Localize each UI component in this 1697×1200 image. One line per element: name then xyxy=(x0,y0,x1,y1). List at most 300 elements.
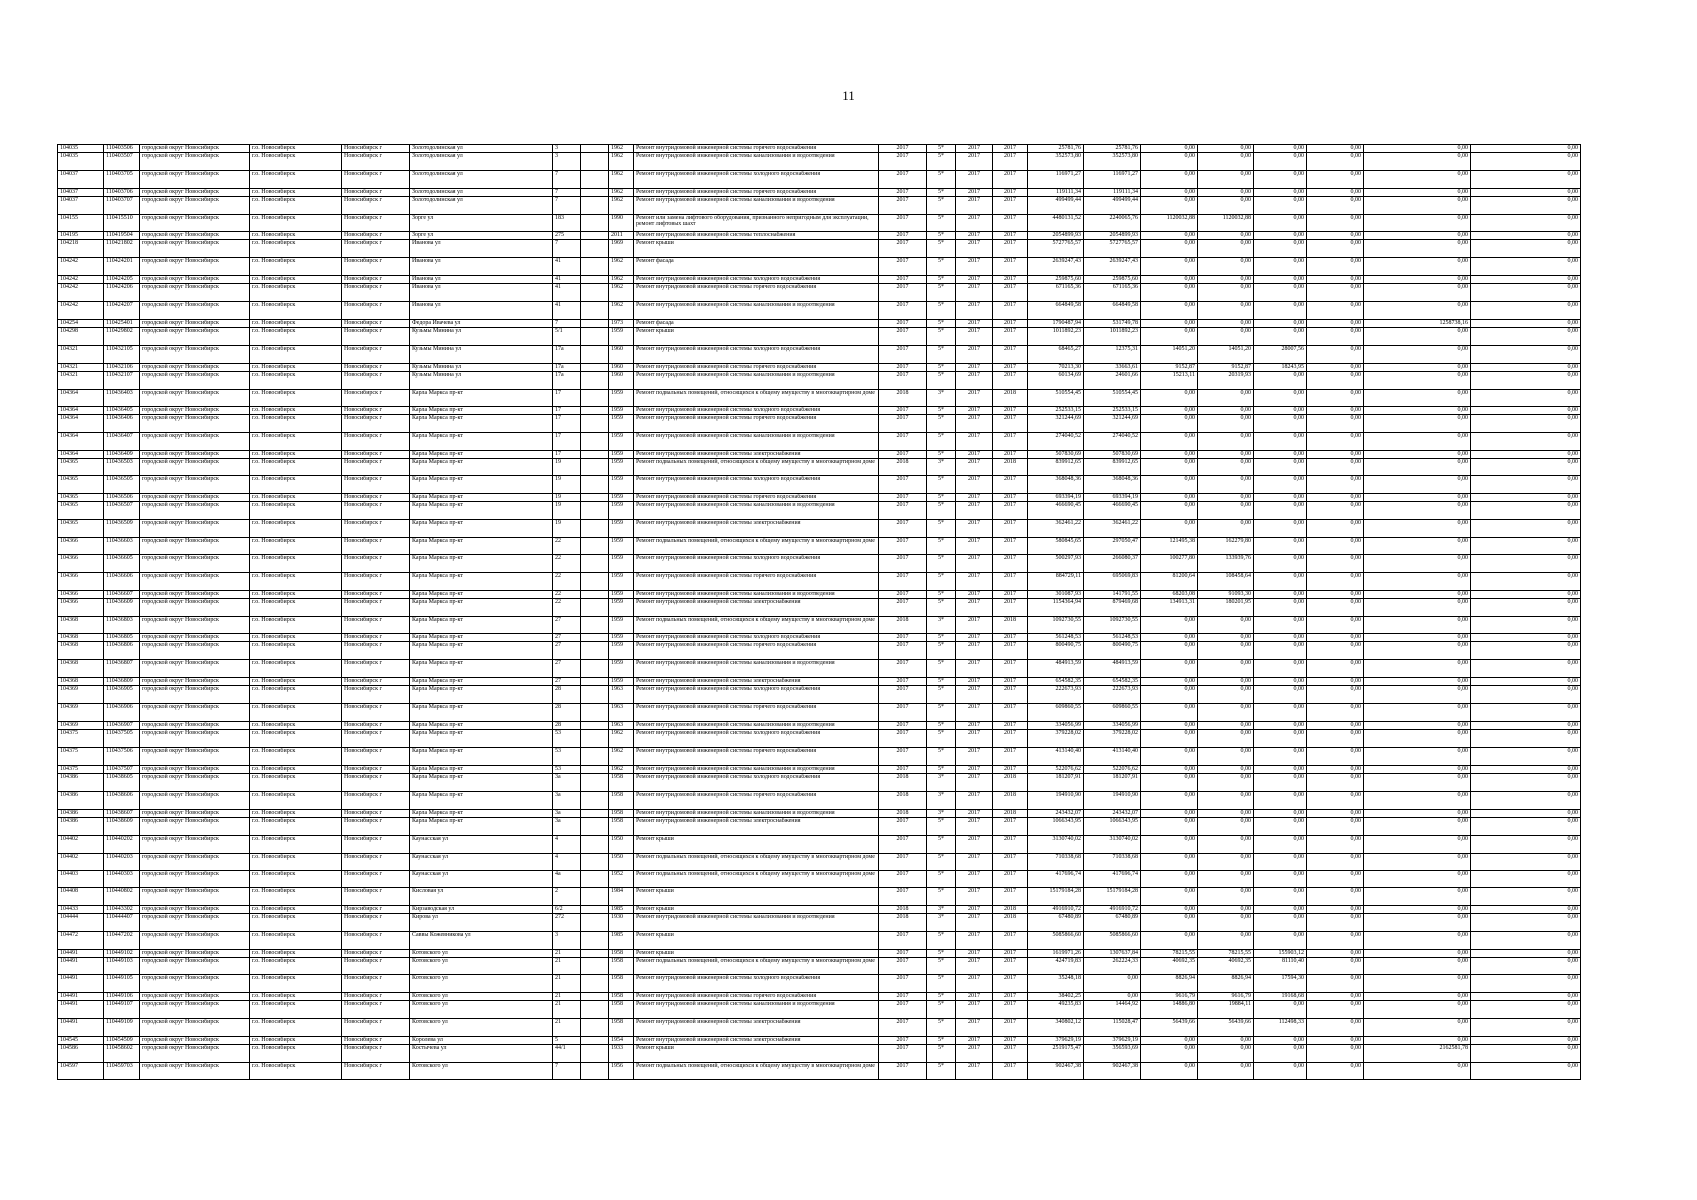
cell-house-number: 22 xyxy=(553,555,581,573)
cell-district: г.о. Новосибирск xyxy=(250,538,342,555)
cell-plan-year: 2017 xyxy=(879,730,927,748)
cell-start-year: 2017 xyxy=(956,232,993,240)
cell-municipality: городской округ Новосибирск xyxy=(140,818,250,836)
cell-fund-b: 0,00 xyxy=(1471,502,1581,520)
cell-locality: Новосибирск г xyxy=(342,818,410,836)
cell-total-cost: 499499,44 xyxy=(1028,197,1084,215)
cell-building xyxy=(581,774,609,792)
cell-federal-funds: 0,00 xyxy=(1141,634,1198,642)
cell-other-funds: 0,00 xyxy=(1307,748,1364,766)
cell-house-number: 7 xyxy=(553,320,581,328)
cell-house-number: 275 xyxy=(553,232,581,240)
cell-locality: Новосибирск г xyxy=(342,722,410,730)
cell-street: Карла Маркса пр-кт xyxy=(410,617,553,634)
cell-other-funds: 0,00 xyxy=(1307,189,1364,197)
cell-work-id: 110432105 xyxy=(104,346,140,364)
cell-fund-a: 0,00 xyxy=(1364,189,1471,197)
cell-local-funds: 0,00 xyxy=(1254,320,1307,328)
cell-other-funds: 0,00 xyxy=(1307,407,1364,415)
cell-local-funds: 0,00 xyxy=(1254,748,1307,766)
cell-end-year: 2017 xyxy=(993,642,1028,660)
cell-work-type: Ремонт подвальных помещений, относящихся к общему имуществу в многоквартирном доме xyxy=(634,538,879,555)
cell-municipality: городской округ Новосибирск xyxy=(140,284,250,302)
cell-local-funds: 0,00 xyxy=(1254,232,1307,240)
cell-fund-a: 0,00 xyxy=(1364,810,1471,818)
cell-fund-b: 0,00 xyxy=(1471,792,1581,810)
cell-plan-year: 2017 xyxy=(879,1037,927,1045)
cell-priority: 5* xyxy=(927,276,956,284)
table-row xyxy=(58,642,1581,660)
cell-municipality: городской округ Новосибирск xyxy=(140,993,250,1001)
cell-owners-funds: 194910,90 xyxy=(1084,792,1141,810)
cell-house-id: 104366 xyxy=(58,538,104,555)
cell-house-number: 22 xyxy=(553,538,581,555)
cell-plan-year: 2018 xyxy=(879,906,927,914)
cell-house-number: 41 xyxy=(553,284,581,302)
cell-federal-funds: 0,00 xyxy=(1141,476,1198,494)
cell-house-number: 19 xyxy=(553,459,581,476)
cell-total-cost: 1619971,26 xyxy=(1028,950,1084,958)
cell-start-year: 2017 xyxy=(956,722,993,730)
cell-district: г.о. Новосибирск xyxy=(250,854,342,871)
cell-fund-a: 0,00 xyxy=(1364,520,1471,538)
cell-municipality: городской округ Новосибирск xyxy=(140,258,250,276)
cell-plan-year: 2017 xyxy=(879,1045,927,1063)
table-row xyxy=(58,302,1581,320)
cell-priority: 5* xyxy=(927,494,956,502)
cell-other-funds: 0,00 xyxy=(1307,617,1364,634)
cell-fund-a: 0,00 xyxy=(1364,958,1471,975)
cell-house-id: 104444 xyxy=(58,914,104,932)
cell-plan-year: 2017 xyxy=(879,276,927,284)
cell-district: г.о. Новосибирск xyxy=(250,617,342,634)
cell-house-number: 27 xyxy=(553,678,581,686)
cell-district: г.о. Новосибирск xyxy=(250,372,342,390)
cell-house-number: 53 xyxy=(553,730,581,748)
cell-end-year: 2017 xyxy=(993,591,1028,599)
cell-build-year: 1960 xyxy=(609,372,634,390)
cell-total-cost: 884729,11 xyxy=(1028,573,1084,591)
cell-district: г.о. Новосибирск xyxy=(250,748,342,766)
cell-building xyxy=(581,145,609,153)
table-row xyxy=(58,189,1581,197)
cell-house-id: 104433 xyxy=(58,906,104,914)
cell-street: Костычева ул xyxy=(410,1045,553,1063)
cell-district: г.о. Новосибирск xyxy=(250,258,342,276)
cell-fund-b: 0,00 xyxy=(1471,372,1581,390)
cell-municipality: городской округ Новосибирск xyxy=(140,932,250,950)
cell-total-cost: 70213,30 xyxy=(1028,364,1084,372)
cell-street: Золотодолинская ул xyxy=(410,153,553,171)
cell-end-year: 2017 xyxy=(993,950,1028,958)
cell-district: г.о. Новосибирск xyxy=(250,433,342,451)
cell-other-funds: 0,00 xyxy=(1307,302,1364,320)
cell-locality: Новосибирск г xyxy=(342,660,410,678)
cell-priority: 5* xyxy=(927,678,956,686)
cell-federal-funds: 1120032,88 xyxy=(1141,215,1198,232)
cell-building xyxy=(581,538,609,555)
cell-street: Золотодолинская ул xyxy=(410,171,553,189)
cell-start-year: 2017 xyxy=(956,818,993,836)
cell-fund-a: 0,00 xyxy=(1364,538,1471,555)
cell-total-cost: 274040,52 xyxy=(1028,433,1084,451)
cell-regional-funds: 0,00 xyxy=(1198,320,1254,328)
cell-house-id: 104298 xyxy=(58,328,104,346)
cell-local-funds: 0,00 xyxy=(1254,476,1307,494)
cell-end-year: 2018 xyxy=(993,906,1028,914)
cell-regional-funds: 0,00 xyxy=(1198,617,1254,634)
cell-work-type: Ремонт внутридомовой инженерной системы канализования и водоотведения xyxy=(634,372,879,390)
cell-work-id: 110437507 xyxy=(104,766,140,774)
cell-owners-funds: 266080,37 xyxy=(1084,555,1141,573)
cell-regional-funds: 0,00 xyxy=(1198,871,1254,888)
cell-fund-b: 0,00 xyxy=(1471,932,1581,950)
cell-fund-b: 0,00 xyxy=(1471,993,1581,1001)
cell-district: г.о. Новосибирск xyxy=(250,818,342,836)
cell-locality: Новосибирск г xyxy=(342,573,410,591)
cell-priority: 5* xyxy=(927,730,956,748)
cell-start-year: 2017 xyxy=(956,476,993,494)
cell-regional-funds: 0,00 xyxy=(1198,302,1254,320)
cell-fund-b: 0,00 xyxy=(1471,145,1581,153)
cell-fund-a: 0,00 xyxy=(1364,476,1471,494)
cell-work-id: 110459703 xyxy=(104,1063,140,1080)
cell-house-number: 22 xyxy=(553,599,581,617)
cell-start-year: 2017 xyxy=(956,415,993,433)
cell-work-type: Ремонт крыши xyxy=(634,836,879,854)
cell-fund-b: 0,00 xyxy=(1471,171,1581,189)
cell-fund-a: 0,00 xyxy=(1364,766,1471,774)
cell-build-year: 1962 xyxy=(609,258,634,276)
cell-owners-funds: 664849,58 xyxy=(1084,302,1141,320)
cell-regional-funds: 0,00 xyxy=(1198,854,1254,871)
cell-start-year: 2017 xyxy=(956,1001,993,1019)
cell-total-cost: 2054899,93 xyxy=(1028,232,1084,240)
table-row xyxy=(58,215,1581,232)
cell-build-year: 1954 xyxy=(609,1037,634,1045)
cell-fund-b: 0,00 xyxy=(1471,459,1581,476)
cell-work-id: 110436507 xyxy=(104,502,140,520)
cell-house-id: 104386 xyxy=(58,774,104,792)
cell-plan-year: 2017 xyxy=(879,171,927,189)
cell-house-id: 104365 xyxy=(58,520,104,538)
cell-street: Иванова ул xyxy=(410,284,553,302)
cell-house-id: 104402 xyxy=(58,836,104,854)
cell-house-number: 3а xyxy=(553,818,581,836)
cell-building xyxy=(581,520,609,538)
cell-build-year: 1960 xyxy=(609,346,634,364)
cell-work-type: Ремонт внутридомовой инженерной системы электроснабжения xyxy=(634,520,879,538)
cell-plan-year: 2017 xyxy=(879,502,927,520)
cell-locality: Новосибирск г xyxy=(342,538,410,555)
cell-house-id: 104364 xyxy=(58,451,104,459)
cell-fund-a: 0,00 xyxy=(1364,704,1471,722)
cell-total-cost: 561248,53 xyxy=(1028,634,1084,642)
cell-owners-funds: 693394,19 xyxy=(1084,494,1141,502)
cell-house-id: 104375 xyxy=(58,730,104,748)
cell-build-year: 1930 xyxy=(609,914,634,932)
cell-work-id: 110437506 xyxy=(104,748,140,766)
cell-federal-funds: 0,00 xyxy=(1141,390,1198,407)
cell-federal-funds: 100277,80 xyxy=(1141,555,1198,573)
cell-regional-funds: 180201,95 xyxy=(1198,599,1254,617)
cell-fund-b: 0,00 xyxy=(1471,854,1581,871)
cell-district: г.о. Новосибирск xyxy=(250,766,342,774)
cell-end-year: 2018 xyxy=(993,792,1028,810)
cell-locality: Новосибирск г xyxy=(342,145,410,153)
cell-priority: 5* xyxy=(927,1063,956,1080)
cell-work-id: 110436406 xyxy=(104,415,140,433)
cell-house-number: 27 xyxy=(553,617,581,634)
cell-municipality: городской округ Новосибирск xyxy=(140,950,250,958)
cell-local-funds: 0,00 xyxy=(1254,197,1307,215)
cell-regional-funds: 0,00 xyxy=(1198,810,1254,818)
cell-local-funds: 0,00 xyxy=(1254,240,1307,258)
cell-fund-a: 0,00 xyxy=(1364,197,1471,215)
cell-building xyxy=(581,153,609,171)
cell-work-type: Ремонт внутридомовой инженерной системы электроснабжения xyxy=(634,818,879,836)
cell-owners-funds: 2054899,93 xyxy=(1084,232,1141,240)
cell-federal-funds: 0,00 xyxy=(1141,678,1198,686)
cell-other-funds: 0,00 xyxy=(1307,888,1364,906)
cell-work-id: 110454509 xyxy=(104,1037,140,1045)
cell-total-cost: 334056,99 xyxy=(1028,722,1084,730)
cell-start-year: 2017 xyxy=(956,617,993,634)
cell-owners-funds: 4916910,72 xyxy=(1084,906,1141,914)
cell-local-funds: 28007,56 xyxy=(1254,346,1307,364)
cell-locality: Новосибирск г xyxy=(342,407,410,415)
cell-fund-a: 0,00 xyxy=(1364,599,1471,617)
cell-fund-b: 0,00 xyxy=(1471,284,1581,302)
cell-building xyxy=(581,810,609,818)
cell-fund-a: 0,00 xyxy=(1364,451,1471,459)
cell-local-funds: 0,00 xyxy=(1254,730,1307,748)
cell-local-funds: 0,00 xyxy=(1254,818,1307,836)
cell-municipality: городской округ Новосибирск xyxy=(140,459,250,476)
cell-other-funds: 0,00 xyxy=(1307,932,1364,950)
cell-house-number: 17а xyxy=(553,346,581,364)
cell-building xyxy=(581,573,609,591)
cell-start-year: 2017 xyxy=(956,730,993,748)
cell-street: Карла Маркса пр-кт xyxy=(410,818,553,836)
cell-other-funds: 0,00 xyxy=(1307,678,1364,686)
cell-start-year: 2017 xyxy=(956,642,993,660)
cell-owners-funds: 274040,52 xyxy=(1084,433,1141,451)
cell-start-year: 2017 xyxy=(956,748,993,766)
cell-locality: Новосибирск г xyxy=(342,748,410,766)
cell-plan-year: 2017 xyxy=(879,993,927,1001)
cell-district: г.о. Новосибирск xyxy=(250,1001,342,1019)
cell-build-year: 1963 xyxy=(609,704,634,722)
cell-district: г.о. Новосибирск xyxy=(250,871,342,888)
cell-house-id: 104491 xyxy=(58,950,104,958)
cell-fund-b: 0,00 xyxy=(1471,240,1581,258)
cell-start-year: 2017 xyxy=(956,145,993,153)
cell-municipality: городской округ Новосибирск xyxy=(140,494,250,502)
cell-fund-a: 0,00 xyxy=(1364,993,1471,1001)
cell-total-cost: 2519175,47 xyxy=(1028,1045,1084,1063)
cell-building xyxy=(581,993,609,1001)
cell-build-year: 1958 xyxy=(609,993,634,1001)
cell-locality: Новосибирск г xyxy=(342,328,410,346)
cell-local-funds: 0,00 xyxy=(1254,415,1307,433)
cell-plan-year: 2018 xyxy=(879,390,927,407)
cell-building xyxy=(581,171,609,189)
cell-street: Карла Маркса пр-кт xyxy=(410,704,553,722)
cell-house-number: 21 xyxy=(553,1019,581,1037)
cell-district: г.о. Новосибирск xyxy=(250,906,342,914)
cell-local-funds: 112498,33 xyxy=(1254,1019,1307,1037)
cell-federal-funds: 0,00 xyxy=(1141,617,1198,634)
cell-owners-funds: 499499,44 xyxy=(1084,197,1141,215)
cell-owners-funds: 654582,35 xyxy=(1084,678,1141,686)
cell-total-cost: 710338,68 xyxy=(1028,854,1084,871)
cell-end-year: 2017 xyxy=(993,678,1028,686)
cell-building xyxy=(581,906,609,914)
cell-other-funds: 0,00 xyxy=(1307,258,1364,276)
cell-plan-year: 2017 xyxy=(879,433,927,451)
cell-owners-funds: 0,00 xyxy=(1084,993,1141,1001)
cell-house-id: 104242 xyxy=(58,302,104,320)
cell-locality: Новосибирск г xyxy=(342,1019,410,1037)
cell-other-funds: 0,00 xyxy=(1307,1045,1364,1063)
cell-start-year: 2017 xyxy=(956,407,993,415)
cell-house-number: 5/1 xyxy=(553,328,581,346)
cell-locality: Новосибирск г xyxy=(342,320,410,328)
cell-fund-b: 0,00 xyxy=(1471,678,1581,686)
cell-build-year: 1958 xyxy=(609,1019,634,1037)
cell-street: Зорге ул xyxy=(410,215,553,232)
cell-building xyxy=(581,407,609,415)
cell-fund-b: 0,00 xyxy=(1471,748,1581,766)
cell-fund-b: 0,00 xyxy=(1471,774,1581,792)
cell-total-cost: 35248,18 xyxy=(1028,975,1084,993)
cell-house-number: 17 xyxy=(553,407,581,415)
cell-end-year: 2017 xyxy=(993,958,1028,975)
table-row xyxy=(58,407,1581,415)
cell-house-number: 17 xyxy=(553,415,581,433)
cell-fund-a: 0,00 xyxy=(1364,854,1471,871)
cell-start-year: 2017 xyxy=(956,433,993,451)
table-row xyxy=(58,320,1581,328)
cell-priority: 5* xyxy=(927,722,956,730)
cell-start-year: 2017 xyxy=(956,914,993,932)
cell-federal-funds: 0,00 xyxy=(1141,1045,1198,1063)
cell-owners-funds: 800490,75 xyxy=(1084,642,1141,660)
cell-start-year: 2017 xyxy=(956,573,993,591)
cell-fund-b: 0,00 xyxy=(1471,320,1581,328)
cell-street: Карла Маркса пр-кт xyxy=(410,748,553,766)
cell-locality: Новосибирск г xyxy=(342,520,410,538)
cell-fund-b: 0,00 xyxy=(1471,215,1581,232)
cell-owners-funds: 15179184,28 xyxy=(1084,888,1141,906)
cell-house-id: 104364 xyxy=(58,433,104,451)
cell-regional-funds: 0,00 xyxy=(1198,704,1254,722)
cell-house-number: 3 xyxy=(553,932,581,950)
cell-building xyxy=(581,818,609,836)
cell-end-year: 2017 xyxy=(993,372,1028,390)
cell-regional-funds: 0,00 xyxy=(1198,232,1254,240)
cell-fund-a: 0,00 xyxy=(1364,906,1471,914)
cell-total-cost: 119111,34 xyxy=(1028,189,1084,197)
cell-start-year: 2017 xyxy=(956,958,993,975)
cell-priority: 5* xyxy=(927,346,956,364)
cell-street: Кирова ул xyxy=(410,914,553,932)
cell-total-cost: 49235,83 xyxy=(1028,1001,1084,1019)
cell-locality: Новосибирск г xyxy=(342,766,410,774)
table-row xyxy=(58,932,1581,950)
cell-locality: Новосибирск г xyxy=(342,302,410,320)
cell-federal-funds: 0,00 xyxy=(1141,284,1198,302)
cell-municipality: городской округ Новосибирск xyxy=(140,678,250,686)
cell-fund-a: 0,00 xyxy=(1364,914,1471,932)
cell-house-number: 3 xyxy=(553,145,581,153)
cell-work-id: 110438606 xyxy=(104,792,140,810)
cell-owners-funds: 671165,36 xyxy=(1084,284,1141,302)
cell-work-id: 110436407 xyxy=(104,433,140,451)
table-row xyxy=(58,914,1581,932)
cell-federal-funds: 0,00 xyxy=(1141,320,1198,328)
table-row xyxy=(58,346,1581,364)
cell-federal-funds: 0,00 xyxy=(1141,232,1198,240)
cell-other-funds: 0,00 xyxy=(1307,232,1364,240)
cell-regional-funds: 0,00 xyxy=(1198,836,1254,854)
cell-building xyxy=(581,704,609,722)
cell-work-id: 110436405 xyxy=(104,407,140,415)
cell-end-year: 2017 xyxy=(993,476,1028,494)
cell-build-year: 1960 xyxy=(609,364,634,372)
cell-local-funds: 155903,12 xyxy=(1254,950,1307,958)
cell-federal-funds: 0,00 xyxy=(1141,818,1198,836)
cell-work-id: 110436809 xyxy=(104,678,140,686)
cell-district: г.о. Новосибирск xyxy=(250,189,342,197)
cell-district: г.о. Новосибирск xyxy=(250,950,342,958)
table-row xyxy=(58,678,1581,686)
cell-street: Королева ул xyxy=(410,1037,553,1045)
cell-work-id: 110449109 xyxy=(104,1019,140,1037)
cell-total-cost: 484913,59 xyxy=(1028,660,1084,678)
cell-federal-funds: 0,00 xyxy=(1141,276,1198,284)
cell-municipality: городской округ Новосибирск xyxy=(140,722,250,730)
cell-fund-b: 0,00 xyxy=(1471,836,1581,854)
cell-street: Котовского ул xyxy=(410,975,553,993)
cell-local-funds: 0,00 xyxy=(1254,642,1307,660)
cell-fund-a: 0,00 xyxy=(1364,171,1471,189)
cell-fund-a: 0,00 xyxy=(1364,1019,1471,1037)
cell-building xyxy=(581,232,609,240)
cell-house-id: 104545 xyxy=(58,1037,104,1045)
cell-fund-a: 0,00 xyxy=(1364,346,1471,364)
cell-district: г.о. Новосибирск xyxy=(250,704,342,722)
cell-locality: Новосибирск г xyxy=(342,240,410,258)
cell-house-number: 4а xyxy=(553,871,581,888)
cell-district: г.о. Новосибирск xyxy=(250,215,342,232)
cell-house-id: 104369 xyxy=(58,704,104,722)
cell-build-year: 1959 xyxy=(609,617,634,634)
cell-total-cost: 194910,90 xyxy=(1028,792,1084,810)
cell-owners-funds: 181207,91 xyxy=(1084,774,1141,792)
cell-street: Котовского ул xyxy=(410,958,553,975)
cell-start-year: 2017 xyxy=(956,215,993,232)
cell-plan-year: 2017 xyxy=(879,1019,927,1037)
cell-priority: 5* xyxy=(927,748,956,766)
cell-work-type: Ремонт подвальных помещений, относящихся к общему имуществу в многоквартирном доме xyxy=(634,459,879,476)
cell-house-id: 104491 xyxy=(58,1001,104,1019)
cell-house-number: 4 xyxy=(553,836,581,854)
table-row xyxy=(58,906,1581,914)
cell-fund-a: 0,00 xyxy=(1364,792,1471,810)
cell-local-funds: 0,00 xyxy=(1254,538,1307,555)
